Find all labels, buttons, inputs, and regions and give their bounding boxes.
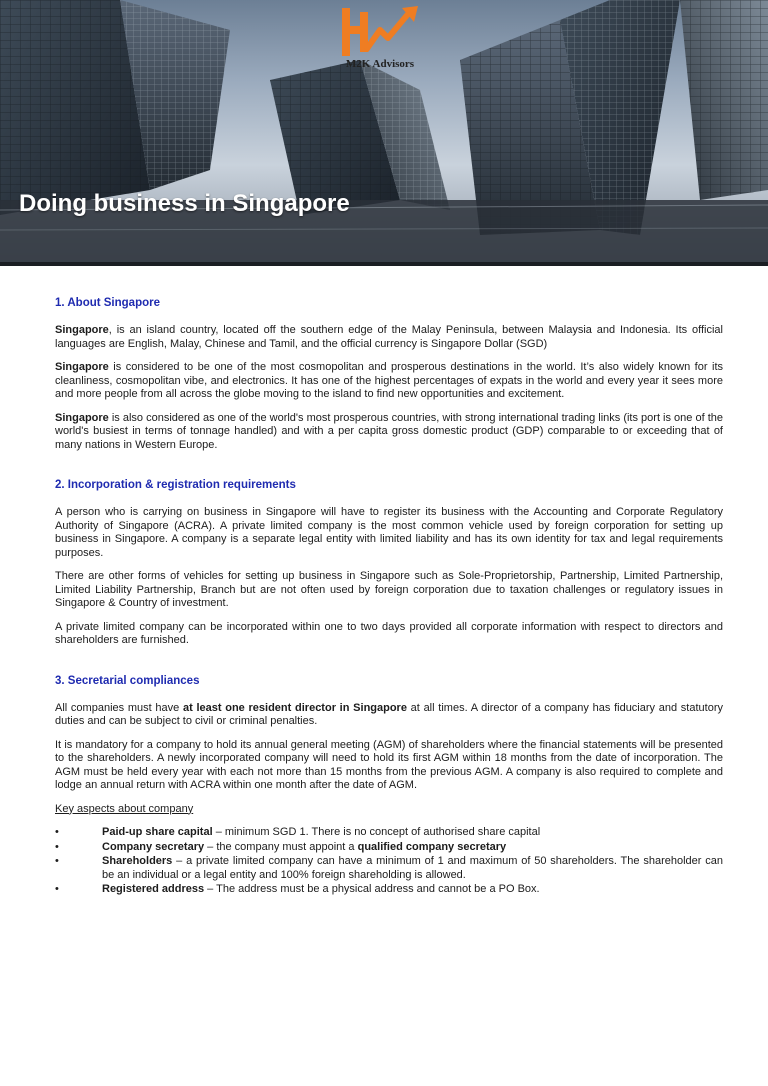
bold-text: Singapore [55,361,109,373]
bold-text: Paid-up share capital [102,826,213,838]
list-item-text: – a private limited company can have a minimum of 1 and maximum of 50 shareholders. The shareholder can be an individual or a legal entity and 100% foreign shareholding is allowed. [102,855,723,881]
paragraph-text: , is an island country, located off the southern edge of the Malay Peninsula, between Malaysia and Indonesia. Its official languages are English, Malay, Chinese and Tamil, and the official currency is Singapore Dollar (SGD) [55,324,723,350]
paragraph [55,702,723,729]
m2k-logo [330,2,430,76]
paragraph-text: All companies must have [55,701,183,714]
paragraph: A person who is carrying on business in Singapore will have to register its business with the Accounting and Corporate Regulatory Authority of Singapore (ACRA). A private limited company is the most common vehicle used by foreign corporation for setting up business in Singapore. A company is a separate legal entity with limited liability and has its own identity for tax and legal requirements purposes. [55,506,723,559]
section-heading-incorporation: 2. Incorporation & registration requirements [55,479,296,491]
paragraph: A private limited company can be incorporated within one to two days provided all corporate information with respect to directors and shareholders are furnished. [55,620,723,646]
paragraph-text: is considered to be one of the most cosmopolitan and prosperous destinations in the world. It’s also widely known for its cleanliness, cosmopolitan vibe, and electronics. It has one of the highest percentages of expats in the world and every year it sees more and more people from all across the globe moving to the island to find new opportunities and excitement. [55,361,723,400]
list-item-text: – The address must be a physical address and cannot be a PO Box. [204,883,540,895]
list-item [55,841,723,855]
bold-text: at least one resident director in Singapore [182,701,407,714]
bold-text: Company secretary [102,840,205,853]
logo-text: M2K Advisors [345,58,415,70]
bold-text: qualified company secretary [357,840,507,853]
bullet-icon: • [55,883,59,895]
list-item-text: – minimum SGD 1. There is no concept of authorised share capital [212,826,541,838]
bold-text: Shareholders [102,855,173,867]
paragraph-text: is also considered as one of the world's most prosperous countries, with strong international trading links (its port is one of the world's busiest in terms of tonnage handled) and with a per capita gross domestic product (GDP) comparable to or exceeding that of many nations in Western Europe. [55,411,723,451]
list-item [55,855,723,882]
bold-text: Singapore [55,411,109,424]
page-title: Doing business in Singapore [19,190,350,217]
list-item [55,883,723,897]
paragraph [55,324,723,351]
bold-text: Registered address [102,883,205,895]
m2k-logo-icon [330,2,430,60]
document-body [55,296,723,898]
bullet-icon: • [55,855,59,867]
bold-text: Singapore [55,324,109,336]
bullet-icon: • [55,840,59,853]
list-item-text: – the company must appoint a [204,840,358,853]
paragraph [55,412,723,453]
header-banner [0,0,768,266]
key-aspects-list [55,826,723,897]
bullet-icon: • [55,826,59,838]
paragraph: It is mandatory for a company to hold its annual general meeting (AGM) of shareholders where the financial statements will be presented to the shareholders. A newly incorporated company will need to hold its first AGM within 18 months from the date of incorporation. The AGM must be held every year with each not more than 15 months from the previous AGM. A company is also required to complete and lodge an annual return with ACRA within one month after the date of AGM. [55,738,723,791]
section-heading-secretarial: 3. Secretarial compliances [55,674,200,687]
list-item [55,826,723,840]
paragraph [55,361,723,402]
key-aspects-label: Key aspects about company [55,802,194,815]
section-heading-about: 1. About Singapore [55,297,160,309]
paragraph: There are other forms of vehicles for setting up business in Singapore such as Sole-Proprietorship, Partnership, Limited Partnership, Limited Liability Partnership, Branch but are not often used by foreign corporation due to taxation challenges or regulatory issues in Singapore & Country of investment. [55,570,723,609]
paragraph-text: at all times. A director of a company has fiduciary and statutory duties and can be subject to civil or criminal penalties. [55,701,723,727]
